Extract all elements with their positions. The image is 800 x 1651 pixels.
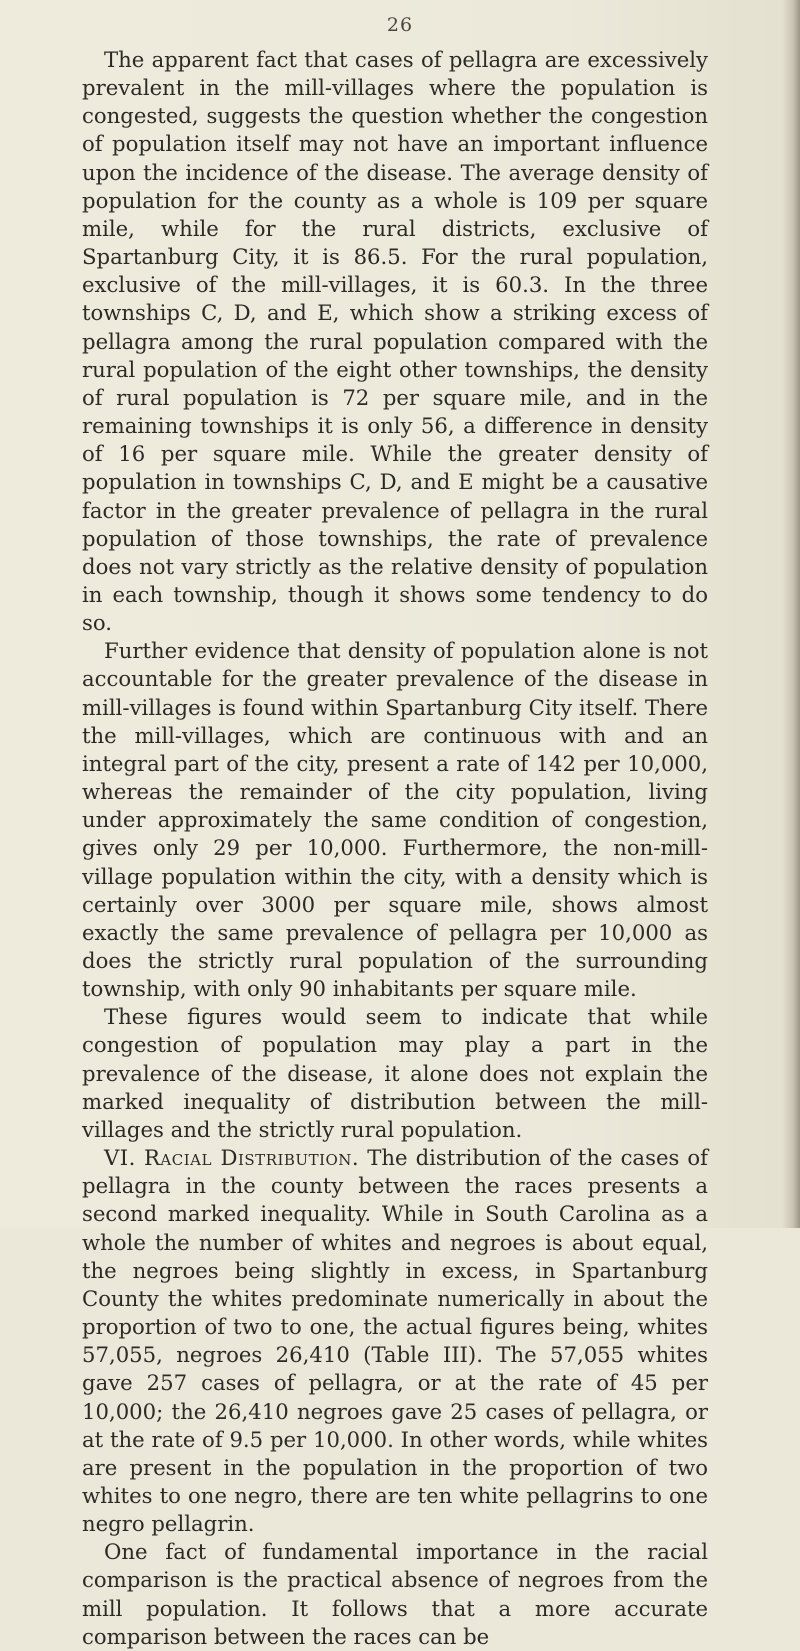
section-text: The distribution of the cases of pellagra in the county between the races presents a second marked inequality. While in South Carolina as a whole the number of whites and negroes is about equal, the negroes being slightly in excess, in Spartanburg County the whites predominate numerically in about the proportion of two to one, the actual figures being, whites 57,055, negroes 26,410 (Table III). The 57,055 whites gave 257 cases of pellagra, or at the rate of 45 per 10,000; the 26,410 negroes gave 25 cases of pellagra, or at the rate of 9.5 per 10,000. In other words, while whites are present in the population in the proportion of two whites to one negro, there are ten white pellagrins to one negro pellagrin. (82, 1145, 708, 1537)
section-number: VI. (104, 1145, 136, 1171)
paragraph-congestion: The apparent fact that cases of pellagra are excessively prevalent in the mill-villages where the population is congested, suggests the question whether the congestion of population itself may not have an important influence upon the incidence of the disease. The average density of population for the county as a whole is 109 per square mile, while for the rural districts, exclusive of Spartanburg City, it is 86.5. For the rural population, exclusive of the mill-villages, it is 60.3. In the three townships C, D, and E, which show a striking excess of pellagra among the rural population compared with the rural population of the eight other townships, the density of rural population is 72 per square mile, and in the remaining townships it is only 56, a difference in density of 16 per square mile. While the greater density of population in townships C, D, and E might be a causative factor in the greater prevalence of pellagra in the rural population of those townships, the rate of prevalence does not vary strictly as the relative density of population in each township, though it shows some tendency to do so. (82, 47, 708, 636)
section-racial-distribution (82, 1144, 708, 1538)
body-text (82, 46, 708, 1651)
paragraph-spartanburg-city: Further evidence that density of population alone is not accountable for the greater prevalence of the disease in mill-villages is found within Spartanburg City itself. There the mill-villages, which are continuous with and an integral part of the city, present a rate of 142 per 10,000, whereas the remainder of the city population, living under approximately the same condition of congestion, gives only 29 per 10,000. Furthermore, the non-mill-village population within the city, with a density which is certainly over 3000 per square mile, shows almost exactly the same prevalence of pellagra per 10,000 as does the strictly rural population of the surrounding township, with only 90 inhabitants per square mile. (82, 638, 708, 1002)
page-number: 26 (386, 14, 414, 36)
page-edge-shadow (782, 0, 800, 1228)
paragraph-conclusion: These figures would seem to indicate that while congestion of population may play a part in the prevalence of the disease, it alone does not explain the marked inequality of distribution between the mill-villages and the strictly rural population. (82, 1004, 708, 1142)
section-title: Racial Distribution. (143, 1145, 360, 1171)
paragraph-racial-comparison: One fact of fundamental importance in the racial comparison is the practical absence of negroes from the mill population. It follows that a more accurate comparison between the races can be (82, 1539, 708, 1649)
